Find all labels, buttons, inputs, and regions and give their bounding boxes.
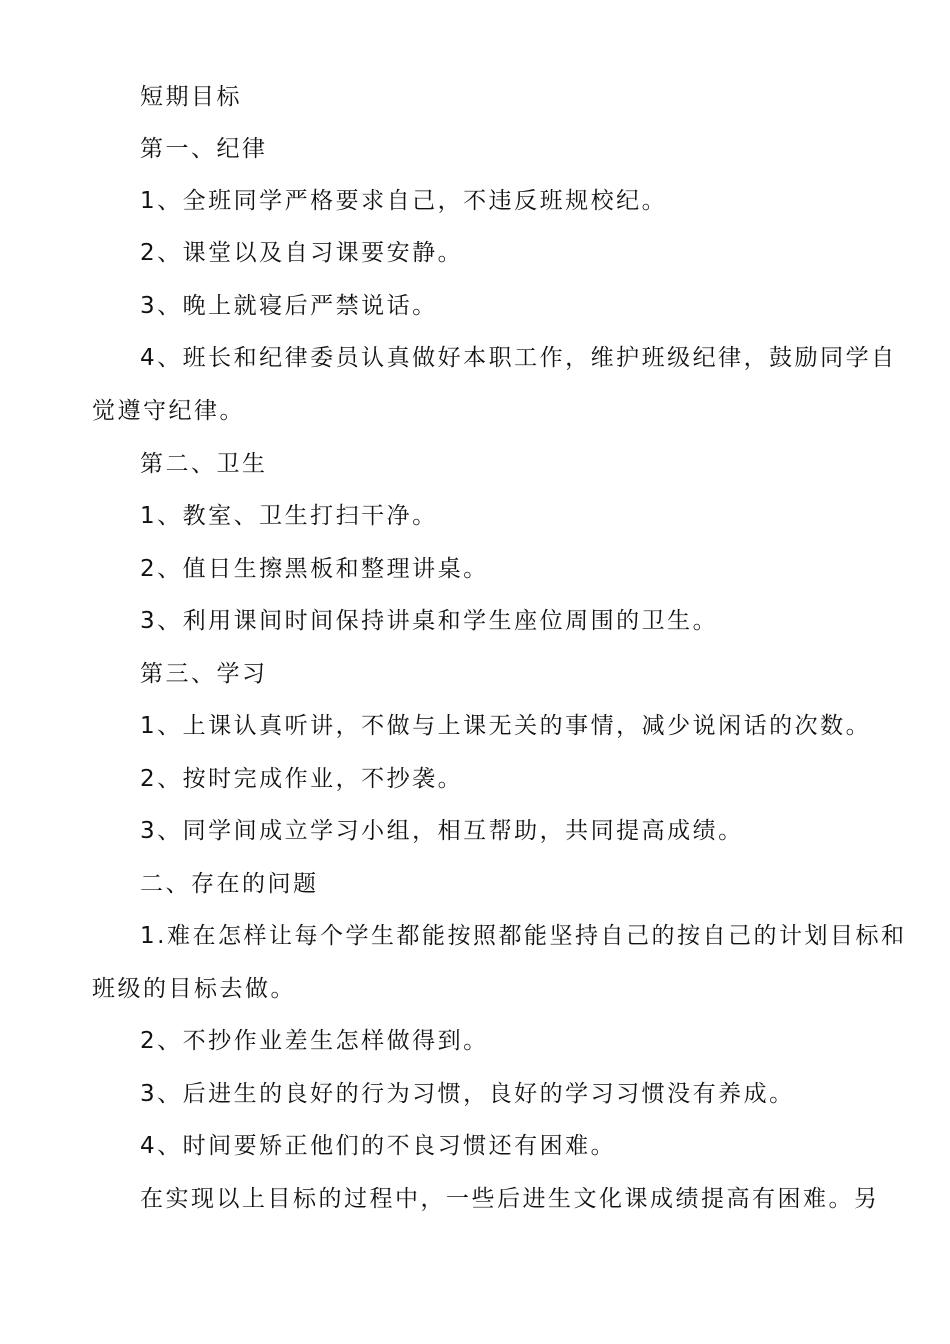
paragraph: 1、教室、卫生打扫干净。 [140,503,438,529]
paragraph: 2、值日生擦黑板和整理讲桌。 [140,556,489,582]
section-heading: 短期目标 [140,84,242,110]
paragraph-continuation: 觉遵守纪律。 [92,398,245,424]
subsection-heading: 第三、学习 [140,661,268,687]
section-heading: 二、存在的问题 [140,871,319,897]
paragraph: 4、时间要矫正他们的不良习惯还有困难。 [140,1133,617,1159]
paragraph: 2、不抄作业差生怎样做得到。 [140,1028,489,1054]
paragraph: 3、利用课间时间保持讲桌和学生座位周围的卫生。 [140,608,719,634]
paragraph: 3、同学间成立学习小组，相互帮助，共同提高成绩。 [140,818,744,844]
paragraph-continuation: 班级的目标去做。 [92,976,296,1002]
paragraph: 1.难在怎样让每个学生都能按照都能坚持自己的按自己的计划目标和 [140,923,907,949]
subsection-heading: 第二、卫生 [140,451,268,477]
subsection-heading: 第一、纪律 [140,136,268,162]
paragraph: 1、全班同学严格要求自己，不违反班规校纪。 [140,188,668,214]
paragraph: 2、按时完成作业，不抄袭。 [140,766,464,792]
paragraph: 3、晚上就寝后严禁说话。 [140,293,438,319]
paragraph: 2、课堂以及自习课要安静。 [140,240,464,266]
paragraph: 在实现以上目标的过程中，一些后进生文化课成绩提高有困难。另 [140,1186,880,1212]
paragraph: 1、上课认真听讲，不做与上课无关的事情，减少说闲话的次数。 [140,713,872,739]
paragraph: 4、班长和纪律委员认真做好本职工作，维护班级纪律，鼓励同学自 [140,345,897,371]
paragraph: 3、后进生的良好的行为习惯，良好的学习习惯没有养成。 [140,1081,795,1107]
